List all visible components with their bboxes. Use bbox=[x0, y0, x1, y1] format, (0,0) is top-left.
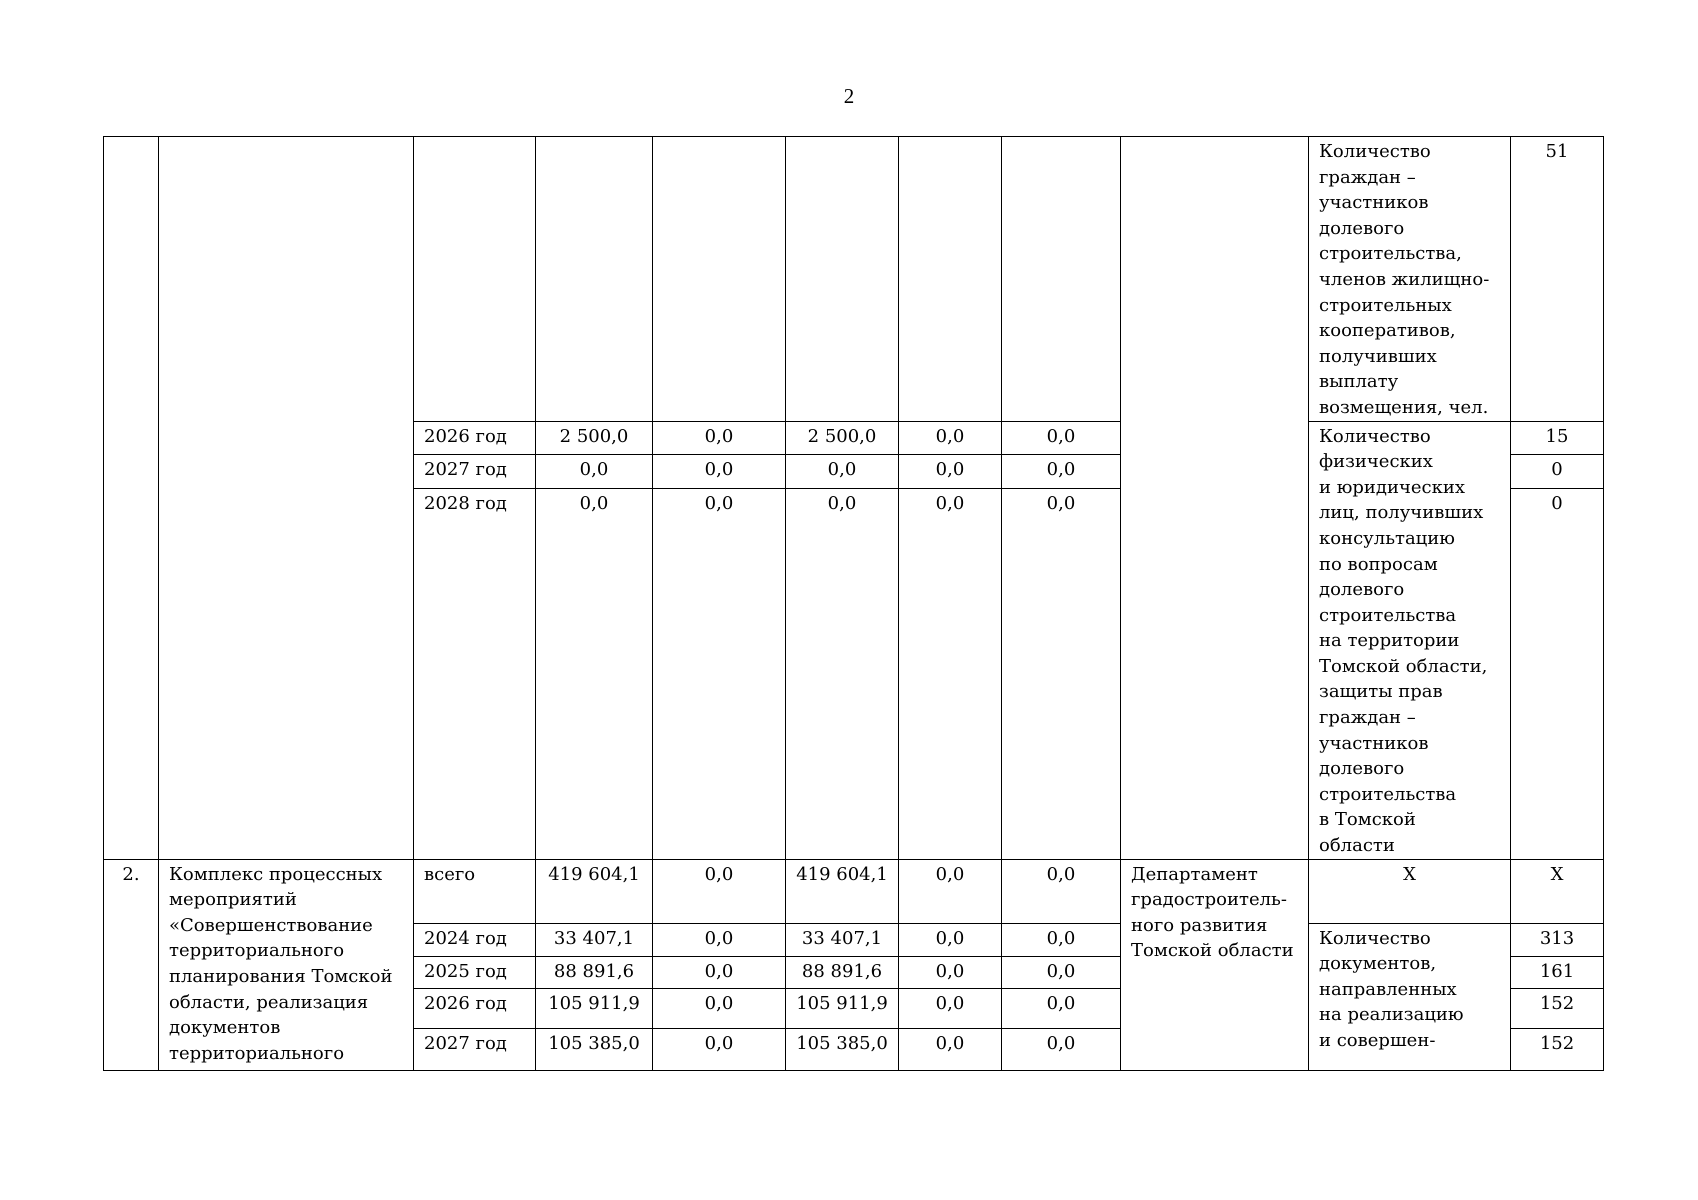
indicator-value: 0 bbox=[1511, 454, 1604, 488]
indicator-cell: Количество физических и юридических лиц, получивших консультацию по вопросам долевого строительства на территории Томской области, защиты прав граждан – участников долевого строительства в Томской области bbox=[1309, 421, 1511, 859]
indicator-cell: Количество граждан – участников долевого строительства, членов жилищно- строительных кооперативов, получивших выплату возмещения, чел. bbox=[1309, 137, 1511, 422]
year-cell: 2028 год bbox=[414, 489, 536, 859]
year-cell: 2024 год bbox=[414, 923, 536, 956]
indicator-value: 152 bbox=[1511, 988, 1604, 1028]
indicator-cell: X bbox=[1309, 859, 1511, 923]
year-cell: 2026 год bbox=[414, 988, 536, 1028]
table-row: 2027 год 0,0 0,0 0,0 0,0 0,0 0 bbox=[104, 454, 1604, 488]
year-cell: 2026 год bbox=[414, 421, 536, 454]
table-row: 2024 год 33 407,1 0,0 33 407,1 0,0 0,0 Количество документов, направленных на реализацию и совершен- 313 bbox=[104, 923, 1604, 956]
indicator-value: 0 bbox=[1511, 489, 1604, 859]
executor-cell: Департамент градостроитель-ного развития Томской области bbox=[1121, 859, 1309, 1070]
budget-table bbox=[103, 136, 1604, 1071]
indicator-value: 152 bbox=[1511, 1028, 1604, 1070]
year-cell: 2027 год bbox=[414, 1028, 536, 1070]
year-cell: 2027 год bbox=[414, 454, 536, 488]
table-row bbox=[104, 137, 1604, 422]
indicator-value: 15 bbox=[1511, 421, 1604, 454]
year-cell: всего bbox=[414, 859, 536, 923]
name-cell: Комплекс процессных мероприятий «Совершенствование территориального планирования Томской области, реализация документов территориального bbox=[159, 859, 414, 1070]
table-row: 2028 год 0,0 0,0 0,0 0,0 0,0 0 bbox=[104, 489, 1604, 859]
number-cell bbox=[104, 137, 159, 860]
number-cell: 2. bbox=[104, 859, 159, 1070]
table-row: 2. Комплекс процессных мероприятий «Совершенствование территориального планирования Томской области, реализация документов территориального всего 419 604,1 0,0 419 604,1 0,0 0,0 Департамент градостроитель-ного развития Томской области X X bbox=[104, 859, 1604, 923]
table-row: 2025 год 88 891,6 0,0 88 891,6 0,0 0,0 161 bbox=[104, 956, 1604, 988]
indicator-value: X bbox=[1511, 859, 1604, 923]
table-row: 2026 год 105 911,9 0,0 105 911,9 0,0 0,0 152 bbox=[104, 988, 1604, 1028]
year-cell bbox=[414, 137, 536, 422]
table-row: 2027 год 105 385,0 0,0 105 385,0 0,0 0,0 152 bbox=[104, 1028, 1604, 1070]
indicator-value: 313 bbox=[1511, 923, 1604, 956]
indicator-cell: Количество документов, направленных на реализацию и совершен- bbox=[1309, 923, 1511, 1070]
year-cell: 2025 год bbox=[414, 956, 536, 988]
table-row: 2026 год 2 500,0 0,0 2 500,0 0,0 0,0 Количество физических и юридических лиц, получивших консультацию по вопросам долевого строительства на территории Томской области, защиты прав граждан – участников долевого строительства в Томской области 15 bbox=[104, 421, 1604, 454]
executor-cell bbox=[1121, 137, 1309, 860]
indicator-value: 161 bbox=[1511, 956, 1604, 988]
name-cell bbox=[159, 137, 414, 860]
indicator-value: 51 bbox=[1511, 137, 1604, 422]
page-number: 2 bbox=[843, 84, 855, 108]
